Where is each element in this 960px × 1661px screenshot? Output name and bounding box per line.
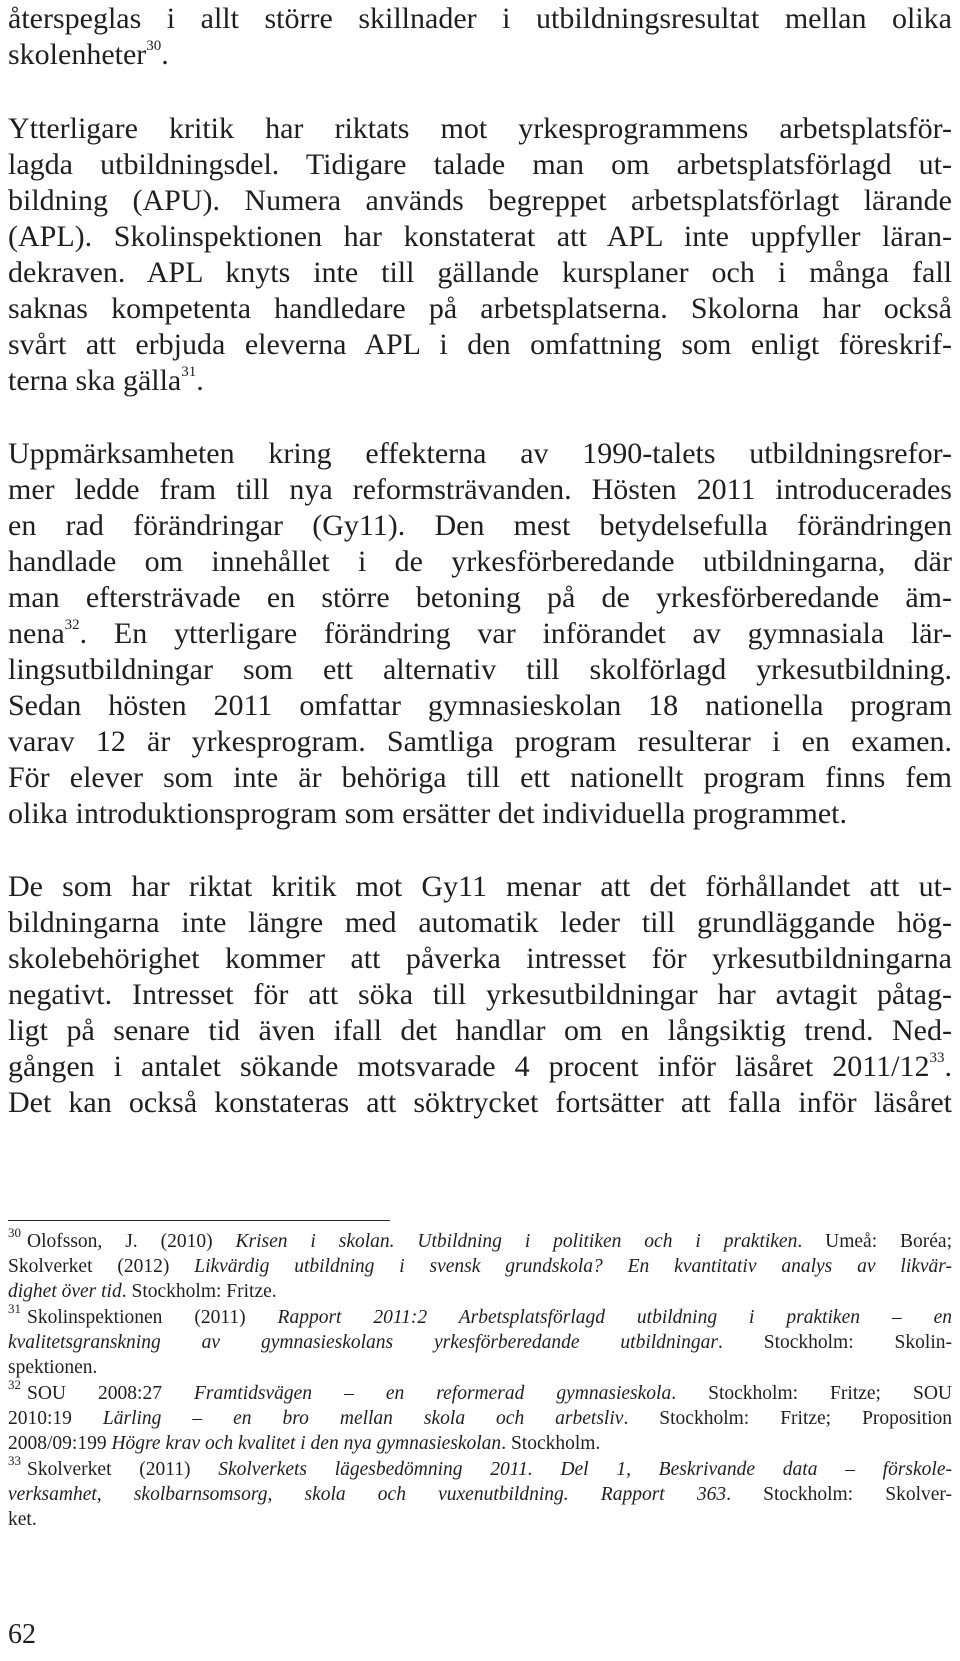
footnote-ref: 31	[181, 364, 197, 380]
footnote-ref: 30	[146, 38, 162, 54]
footnote-line: 2008/09:199 Högre krav och kvalitet i den nya gymnasieskolan. Stockholm.	[8, 1433, 601, 1454]
body-line: lagda utbildningsdel. Tidigare talade man om arbetsplatsförlagd ut-	[8, 148, 952, 181]
body-line: gången i antalet sökande motsvarade 4 procent inför läsåret 2011/12$^{33}$.	[8, 1050, 952, 1083]
body-line: mer ledde fram till nya reformsträvanden. Hösten 2011 introducerades	[8, 473, 952, 506]
page-number: 62	[8, 1619, 36, 1650]
footnote-separator	[8, 1220, 390, 1221]
footnote-32: $^{32}$ SOU 2008:27 Framtidsvägen – en reformerad gymnasieskola. Stockholm: Fritze; SOU	[8, 1377, 952, 1404]
footnote-30: $^{30}$ Olofsson, J. (2010) Krisen i skolan. Utbildning i politiken och i praktiken. Umeå: Boréa;	[8, 1225, 952, 1252]
body-line: Ytterligare kritik har riktats mot yrkesprogrammens arbetsplatsför-	[8, 112, 952, 145]
footnote-number: 30	[8, 1225, 21, 1240]
body-line: man eftersträvade en större betoning på de yrkesförberedande äm-	[8, 581, 952, 614]
body-line: ligt på senare tid även ifall det handlar om en långsiktig trend. Ned-	[8, 1014, 952, 1047]
body-line: dekraven. APL knyts inte till gällande kursplaner och i många fall	[8, 256, 952, 289]
body-line: olika introduktionsprogram som ersätter det individuella programmet.	[8, 797, 847, 830]
body-line: skolebehörighet kommer att påverka intresset för yrkesutbildningarna	[8, 942, 952, 975]
body-line: skolenheter$^{30}$.	[8, 38, 169, 71]
footnote-number: 33	[8, 1453, 21, 1468]
footnote-31: $^{31}$ Skolinspektionen (2011) Rapport 2011:2 Arbetsplatsförlagd utbildning i praktiken – en	[8, 1301, 952, 1328]
body-line: lingsutbildningar som ett alternativ till skolförlagd yrkesutbildning.	[8, 653, 952, 686]
body-line: varav 12 är yrkesprogram. Samtliga program resulterar i en examen.	[8, 725, 952, 758]
body-line: nena$^{32}$. En ytterligare förändring var införandet av gymnasiala lär-	[8, 617, 952, 650]
footnote-ref: 33	[929, 1050, 945, 1066]
body-line: saknas kompetenta handledare på arbetsplatserna. Skolorna har också	[8, 292, 952, 325]
body-line: handlade om innehållet i de yrkesförberedande utbildningarna, där	[8, 545, 952, 578]
body-line: Uppmärksamheten kring effekterna av 1990-talets utbildningsrefor-	[8, 437, 952, 470]
footnote-line: spektionen.	[8, 1357, 98, 1378]
footnote-ref: 32	[64, 617, 80, 633]
footnote-line: verksamhet, skolbarnsomsorg, skola och vuxenutbildning. Rapport 363. Stockholm: Skolver-	[8, 1484, 953, 1505]
body-line: en rad förändringar (Gy11). Den mest betydelsefulla förändringen	[8, 509, 952, 542]
body-line: bildningarna inte längre med automatik leder till grundläggande hög-	[8, 906, 952, 939]
body-line: terna ska gälla$^{31}$.	[8, 364, 204, 397]
footnote-line: dighet över tid. Stockholm: Fritze.	[8, 1281, 277, 1302]
body-line: svårt att erbjuda eleverna APL i den omfattning som enligt föreskrif-	[8, 328, 952, 361]
body-line: bildning (APU). Numera används begreppet arbetsplatsförlagt lärande	[8, 184, 952, 217]
footnote-number: 31	[8, 1301, 21, 1316]
body-line: De som har riktat kritik mot Gy11 menar att det förhållandet att ut-	[8, 870, 952, 903]
body-line: (APL). Skolinspektionen har konstaterat att APL inte uppfyller läran-	[8, 220, 952, 253]
footnote-line: Skolverket (2012) Likvärdig utbildning i svensk grundskola? En kvantitativ analys av likvär-	[8, 1256, 952, 1277]
body-line: negativt. Intresset för att söka till yrkesutbildningar har avtagit påtag-	[8, 978, 952, 1011]
footnote-line: kvalitetsgranskning av gymnasieskolans yrkesförberedande utbildningar. Stockholm: Skolin-	[8, 1332, 952, 1353]
body-line: Sedan hösten 2011 omfattar gymnasieskolan 18 nationella program	[8, 689, 952, 722]
footnote-line: ket.	[8, 1509, 37, 1530]
footnote-number: 32	[8, 1377, 21, 1392]
body-line: återspeglas i allt större skillnader i utbildningsresultat mellan olika	[8, 2, 952, 35]
body-line: Det kan också konstateras att söktrycket fortsätter att falla inför läsåret	[8, 1086, 952, 1119]
footnote-33: $^{33}$ Skolverket (2011) Skolverkets lägesbedömning 2011. Del 1, Beskrivande data – förskole-	[8, 1453, 952, 1480]
footnote-line: 2010:19 Lärling – en bro mellan skola och arbetsliv. Stockholm: Fritze; Proposition	[8, 1408, 953, 1429]
body-line: För elever som inte är behöriga till ett nationellt program finns fem	[8, 761, 952, 794]
